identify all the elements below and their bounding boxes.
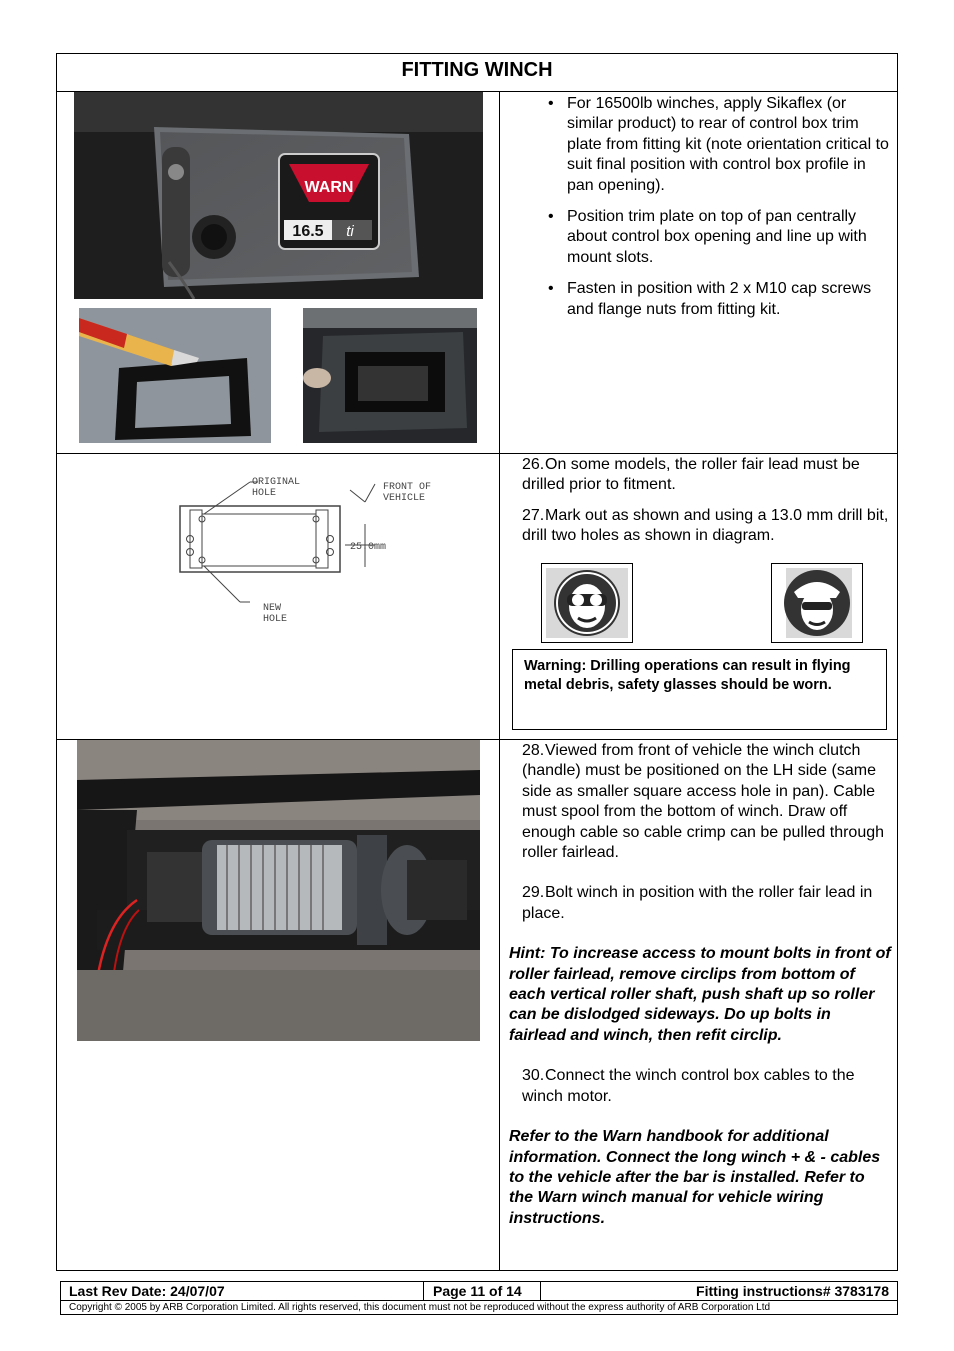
warn-logo-text: WARN [304, 179, 354, 196]
drilling-diagram [150, 462, 440, 632]
section1-instructions [510, 94, 890, 331]
section3-instructions [500, 741, 892, 1229]
step-28 [500, 741, 892, 863]
refer-text: Refer to the Warn handbook for additional information. Connect the long winch + & - cables to the vehicle after the bar is installed. Refer to the Warn winch manual for vehicle wiring instructions. [509, 1128, 881, 1227]
label-front-of: FRONT OF [383, 482, 432, 493]
footer-divider [540, 1281, 541, 1301]
step-26 [500, 455, 892, 496]
photo-winch-installed [77, 740, 480, 1041]
bullet-item: • Position trim plate on top of pan centrally about control box opening and line up with mount slots. [510, 207, 890, 268]
model-suffix-text: ti [346, 223, 354, 240]
bullet-item: • Fasten in position with 2 x M10 cap screws and flange nuts from fitting kit. [510, 279, 890, 320]
step-text: On some models, the roller fair lead must be drilled prior to fitment. [522, 456, 860, 494]
photo-control-box-mounted [74, 92, 483, 299]
photo-trim-plate-installed [303, 308, 477, 443]
step-number: 26. [522, 456, 545, 473]
label-dimension: 25.0mm [350, 542, 387, 553]
hint-text: Hint: To increase access to mount bolts in front of roller fairlead, remove circlips from bottom of each vertical roller shaft, push shaft up so roller can be dislodged sideways. Do up bolts in fairlead and winch, then refit circlip. [509, 945, 891, 1044]
section2-instructions [500, 455, 892, 557]
footer [56, 1281, 898, 1316]
step-30 [500, 1066, 892, 1107]
bullet-item: • For 16500lb winches, apply Sikaflex (or similar product) to rear of control box trim plate from fitting kit (note orientation critical to suit final position with control box profile in pan opening). [510, 94, 890, 196]
label-vehicle: VEHICLE [383, 493, 426, 504]
step-27 [500, 506, 892, 547]
step-29 [500, 883, 892, 924]
label-original: ORIGINAL [252, 477, 301, 488]
rev-date: Last Rev Date: 24/07/07 [69, 1283, 225, 1299]
face-shield-icon [771, 563, 863, 643]
safety-glasses-icon [541, 563, 633, 643]
step-number: 27. [522, 506, 545, 524]
label-new: NEW [263, 603, 282, 614]
page-number: Page 11 of 14 [433, 1283, 522, 1299]
doc-number: Fitting instructions# 3783178 [696, 1283, 889, 1299]
step-text: Viewed from front of vehicle the winch clutch (handle) must be positioned on the LH side (same side as smaller square access hole in pan). Cable must spool from the bottom of winch. Draw off enough cable so cable crimp can be pulled through roller fairlead. [522, 742, 885, 862]
label-new-hole: HOLE [263, 614, 288, 625]
step-text: Connect the winch control box cables to the winch motor. [522, 1067, 855, 1105]
step-text: Bolt winch in position with the roller fair lead in place. [522, 884, 873, 922]
model-text: 16.5 [292, 223, 324, 240]
footer-info-row [60, 1281, 898, 1301]
page-title: FITTING WINCH [56, 53, 898, 92]
copyright: Copyright © 2005 by ARB Corporation Limited. All rights reserved, this document must not be reproduced without the express authority of ARB Corporation Ltd [60, 1300, 898, 1315]
step-number: 28. [522, 742, 545, 759]
step-number: 30. [522, 1067, 545, 1085]
step-text: Mark out as shown and using a 13.0 mm drill bit, drill two holes as shown in diagram. [522, 506, 889, 545]
step-number: 29. [522, 884, 545, 902]
footer-divider [423, 1281, 424, 1301]
label-hole: HOLE [252, 488, 277, 499]
photo-trim-plate-sikaflex [79, 308, 271, 443]
row-divider-1 [56, 453, 898, 454]
warning-box: Warning: Drilling operations can result in flying metal debris, safety glasses should be worn. [512, 649, 887, 730]
